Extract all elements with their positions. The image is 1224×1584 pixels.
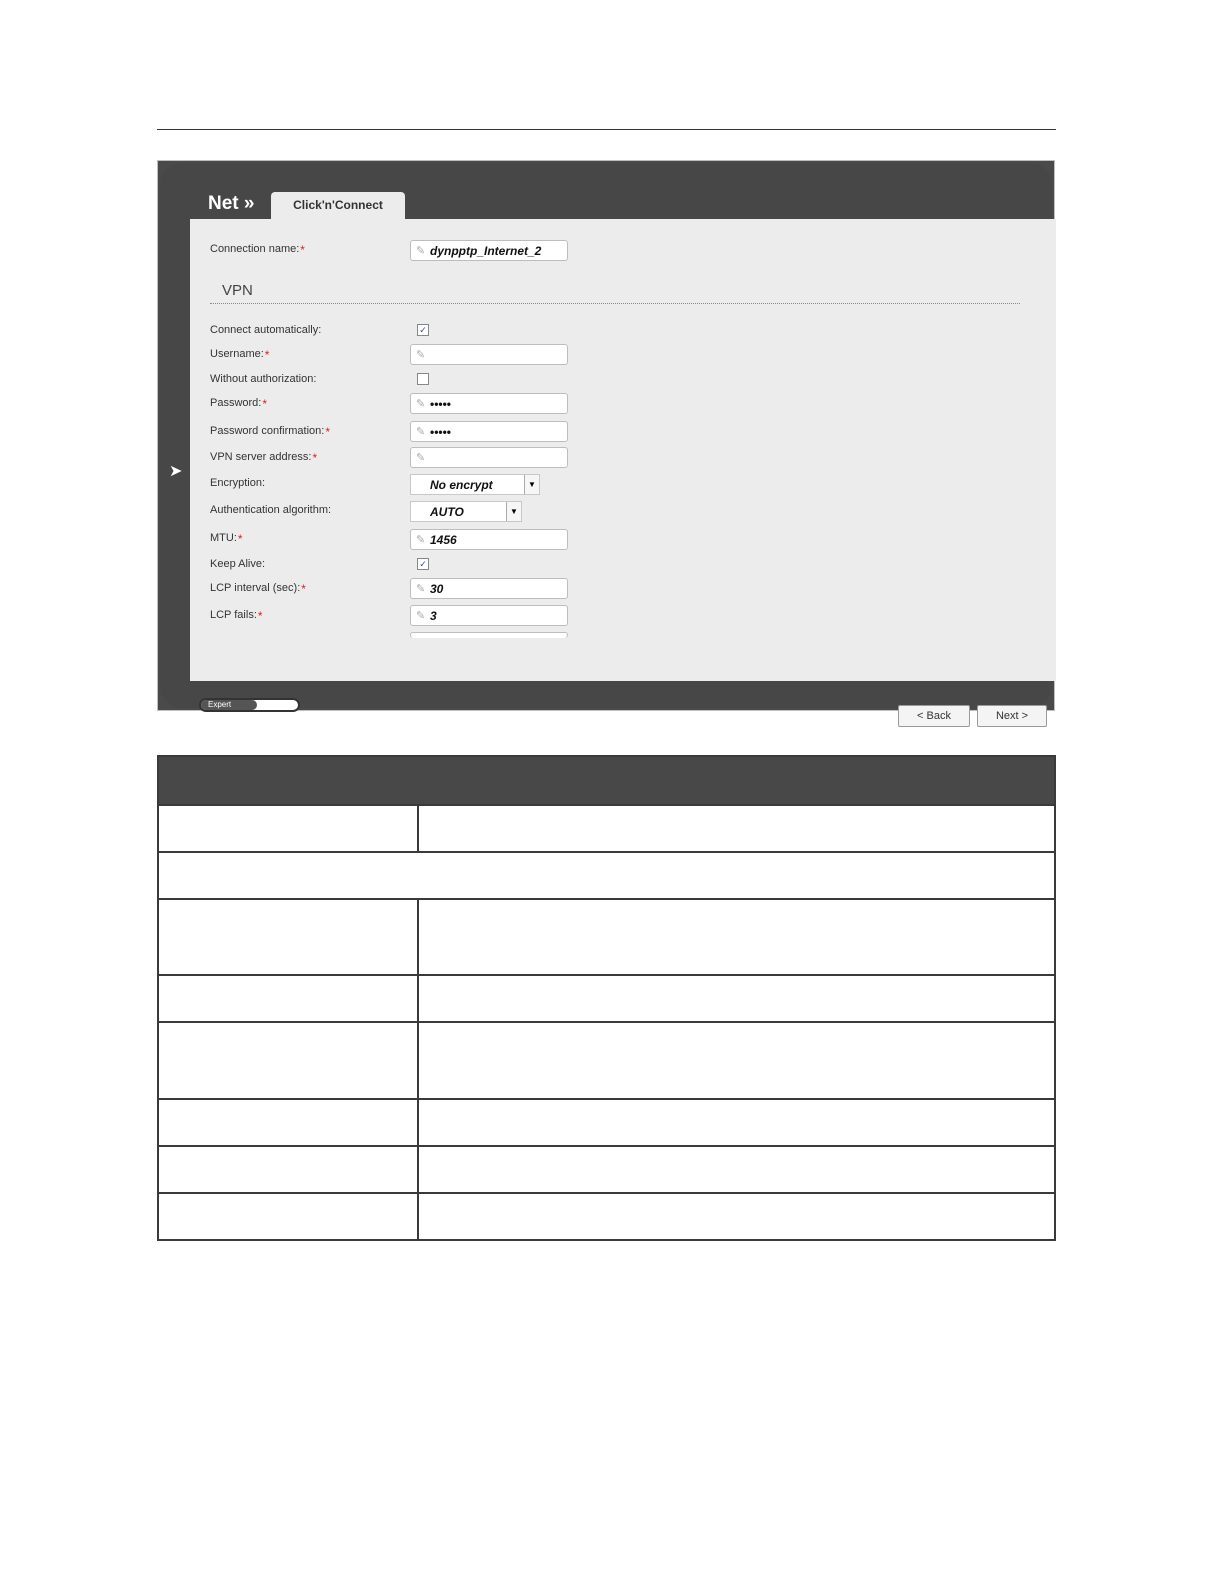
table-cell xyxy=(418,1099,1055,1146)
vpn-section-heading: VPN xyxy=(222,282,253,299)
password-confirm-value: ••••• xyxy=(430,425,452,439)
auth-algo-select[interactable] xyxy=(410,501,522,522)
username-input[interactable] xyxy=(410,344,568,365)
table-cell xyxy=(418,1022,1055,1099)
vpn-server-row xyxy=(210,447,570,467)
vpn-divider xyxy=(210,303,1020,304)
back-button[interactable]: < Back xyxy=(898,705,970,727)
keep-alive-row xyxy=(210,554,570,574)
auth-algo-row xyxy=(210,500,570,520)
connection-name-row xyxy=(210,239,570,259)
password-confirm-input[interactable] xyxy=(410,421,568,442)
collapse-arrow-icon[interactable]: ➤ xyxy=(169,463,183,480)
password-label: Password: xyxy=(210,397,262,409)
table-cell xyxy=(418,899,1055,975)
without-auth-row xyxy=(210,369,570,389)
table-row xyxy=(158,975,1055,1022)
pencil-icon: ✎ xyxy=(416,245,426,257)
encryption-value: No encrypt xyxy=(430,478,493,492)
pencil-icon: ✎ xyxy=(416,583,426,595)
encryption-label: Encryption: xyxy=(210,477,266,489)
password-row xyxy=(210,393,570,413)
lcp-fails-value: 3 xyxy=(430,609,437,623)
check-icon: ✓ xyxy=(419,325,427,335)
mtu-label: MTU: xyxy=(210,532,237,544)
without-auth-label: Without authorization: xyxy=(210,373,317,385)
lcp-interval-input[interactable] xyxy=(410,578,568,599)
pencil-icon: ✎ xyxy=(416,349,426,361)
lcp-fails-label: LCP fails: xyxy=(210,609,257,621)
encryption-select[interactable] xyxy=(410,474,540,495)
required-mark: * xyxy=(300,243,305,257)
section-title: Net » xyxy=(208,193,255,214)
table-cell xyxy=(158,805,418,852)
table-header-row xyxy=(158,756,1055,805)
lcp-interval-row xyxy=(210,578,570,598)
connection-name-value: dynpptp_Internet_2 xyxy=(430,244,542,258)
table-row xyxy=(158,805,1055,852)
next-button[interactable]: Next > xyxy=(977,705,1047,727)
connection-name-label: Connection name: xyxy=(210,243,300,255)
table-row xyxy=(158,852,1055,899)
check-icon: ✓ xyxy=(419,559,427,569)
required-mark: * xyxy=(325,425,330,439)
required-mark: * xyxy=(262,397,268,411)
required-mark: * xyxy=(237,532,243,546)
table-row xyxy=(158,1146,1055,1193)
required-mark: * xyxy=(264,348,270,362)
table-cell xyxy=(418,975,1055,1022)
username-row xyxy=(210,344,570,364)
lcp-interval-value: 30 xyxy=(430,582,444,596)
mtu-input[interactable] xyxy=(410,529,568,550)
table-cell xyxy=(158,1022,418,1099)
table-cell xyxy=(158,852,1055,899)
table-cell xyxy=(158,899,418,975)
next-field-partial[interactable] xyxy=(410,632,568,638)
table-header-cell xyxy=(158,756,1055,805)
table-cell xyxy=(158,1099,418,1146)
table-row xyxy=(158,899,1055,975)
router-ui-frame xyxy=(160,163,1052,722)
connect-auto-checkbox[interactable] xyxy=(417,324,429,336)
mtu-value: 1456 xyxy=(430,533,457,547)
auth-algo-label: Authentication algorithm: xyxy=(210,504,332,516)
parameters-table xyxy=(157,755,1056,1241)
pencil-icon: ✎ xyxy=(416,398,426,410)
password-confirm-label: Password confirmation: xyxy=(210,425,325,437)
table-row xyxy=(158,1193,1055,1240)
required-mark: * xyxy=(257,609,263,623)
table-cell xyxy=(418,1193,1055,1240)
required-mark: * xyxy=(301,582,306,596)
table-row xyxy=(158,1099,1055,1146)
keep-alive-checkbox[interactable] xyxy=(417,558,429,570)
lcp-interval-label: LCP interval (sec): xyxy=(210,582,301,594)
table-row xyxy=(158,1022,1055,1099)
table-cell xyxy=(418,805,1055,852)
password-input[interactable] xyxy=(410,393,568,414)
pencil-icon: ✎ xyxy=(416,610,426,622)
pencil-icon: ✎ xyxy=(416,452,426,464)
expert-mode-toggle[interactable] xyxy=(199,698,300,712)
keep-alive-label: Keep Alive: xyxy=(210,558,266,570)
password-value: ••••• xyxy=(430,397,452,411)
table-cell xyxy=(158,975,418,1022)
without-auth-checkbox[interactable] xyxy=(417,373,429,385)
username-label: Username: xyxy=(210,348,264,360)
router-ui-screenshot xyxy=(157,160,1055,722)
pencil-icon: ✎ xyxy=(416,534,426,546)
table-cell xyxy=(418,1146,1055,1193)
form-panel xyxy=(190,219,1056,722)
expert-label: Expert xyxy=(208,700,232,709)
connect-auto-row xyxy=(210,320,570,340)
connection-name-input[interactable] xyxy=(410,240,568,261)
connect-auto-label: Connect automatically: xyxy=(210,324,322,336)
auth-algo-value: AUTO xyxy=(430,505,464,519)
chevron-down-icon[interactable]: ▼ xyxy=(506,502,521,521)
chevron-down-icon[interactable]: ▼ xyxy=(524,475,539,494)
required-mark: * xyxy=(312,451,318,465)
table-cell xyxy=(158,1193,418,1240)
lcp-fails-input[interactable] xyxy=(410,605,568,626)
tab-clicknconnect[interactable]: Click'n'Connect xyxy=(271,192,405,219)
vpn-server-label: VPN server address: xyxy=(210,451,312,463)
table-cell xyxy=(158,1146,418,1193)
page-top-rule xyxy=(157,129,1056,130)
lcp-fails-row xyxy=(210,605,570,625)
password-confirm-row xyxy=(210,421,570,441)
vpn-server-input[interactable] xyxy=(410,447,568,468)
mtu-row xyxy=(210,528,570,548)
encryption-row xyxy=(210,473,570,493)
pencil-icon: ✎ xyxy=(416,426,426,438)
